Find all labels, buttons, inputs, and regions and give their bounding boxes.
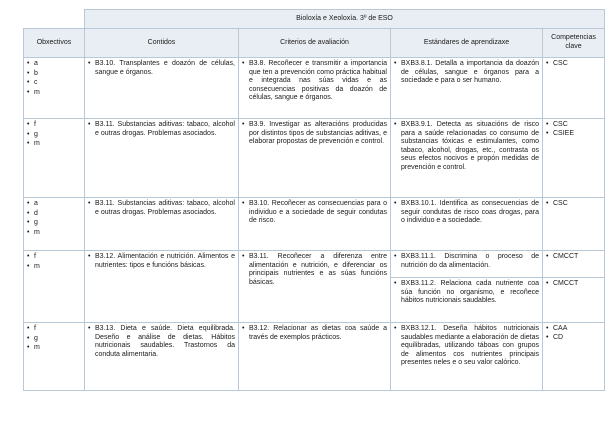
objective-item: • g xyxy=(27,219,81,228)
content-cell xyxy=(85,198,239,251)
competence-cell xyxy=(543,251,605,278)
objectives-cell xyxy=(24,323,85,391)
criterion-text: • B3.10. Recoñecer as consecuencias para o individuo e a sociedade de seguir condutas de risco. xyxy=(242,200,387,226)
competence-item: • CD xyxy=(546,334,601,343)
standard-text: • BXB3.12.1. Deseña hábitos nutricionais saudables mediante a elaboración de dietas equilibradas, utilizando táboas con grupos de alimentos cos nutrientes principais presentes neles e o seu valor calórico. xyxy=(394,325,539,368)
objective-item: • g xyxy=(27,335,81,344)
title-spacer xyxy=(24,10,85,29)
table-title: Bioloxía e Xeoloxía. 3º de ESO xyxy=(85,10,605,29)
table-row xyxy=(24,58,605,119)
competence-cell xyxy=(543,323,605,391)
competence-item: • CSC xyxy=(546,200,601,209)
content-cell xyxy=(85,58,239,119)
standard-cell xyxy=(391,251,543,278)
standard-text: • BXB3.9.1. Detecta as situacións de risco para a saúde relacionadas co consumo de substancias tóxicas e estimulantes, como tabaco, alcohol, drogas, etc., contrasta os seus efectos nocivos e propón medidas de prevención e control. xyxy=(394,121,539,173)
objective-item: • m xyxy=(27,344,81,353)
standard-cell xyxy=(391,119,543,198)
criterion-text: • B3.8. Recoñecer e transmitir a importancia que ten a prevención como práctica habitual e integrada nas súas vidas e as consecuencias positivas da doazón de células, sangue e órganos. xyxy=(242,60,387,103)
objective-item: • m xyxy=(27,263,81,272)
content-text: • B3.13. Dieta e saúde. Dieta equilibrada. Deseño e análise de dietas. Hábitos nutricionais saudables. Trastornos da conduta alimentaria. xyxy=(88,325,235,359)
objectives-cell xyxy=(24,58,85,119)
objectives-cell xyxy=(24,251,85,323)
competence-cell xyxy=(543,58,605,119)
objective-item: • g xyxy=(27,131,81,140)
standard-cell xyxy=(391,58,543,119)
competence-item: • CMCCT xyxy=(546,280,601,289)
objective-item: • a xyxy=(27,60,81,69)
header-contents: Contidos xyxy=(85,29,239,58)
objective-item: • f xyxy=(27,121,81,130)
header-objectives: Obxectivos xyxy=(24,29,85,58)
standard-cell xyxy=(391,198,543,251)
content-cell xyxy=(85,119,239,198)
objective-item: • c xyxy=(27,79,81,88)
table-row xyxy=(24,251,605,278)
criterion-text: • B3.11. Recoñecer a diferenza entre alimentación e nutrición, e diferenciar os principais nutrientes e as súas funcións básicas. xyxy=(242,253,387,287)
objective-item: • d xyxy=(27,210,81,219)
objectives-cell xyxy=(24,198,85,251)
table-row xyxy=(24,119,605,198)
objective-item: • m xyxy=(27,140,81,149)
curriculum-table xyxy=(23,9,605,391)
objective-item: • f xyxy=(27,325,81,334)
objective-item: • m xyxy=(27,89,81,98)
content-cell xyxy=(85,323,239,391)
standard-text: • BXB3.10.1. Identifica as consecuencias de seguir condutas de risco coas drogas, para o individuo e a sociedade. xyxy=(394,200,539,226)
content-cell xyxy=(85,251,239,323)
table-row xyxy=(24,323,605,391)
header-criteria: Criterios de avaliación xyxy=(239,29,391,58)
criterion-cell xyxy=(239,58,391,119)
content-text: • B3.11. Substancias aditivas: tabaco, alcohol e outras drogas. Problemas asociados. xyxy=(88,121,235,138)
competence-item: • CSIEE xyxy=(546,130,601,139)
table-row xyxy=(24,198,605,251)
content-text: • B3.12. Alimentación e nutrición. Alimentos e nutrientes: tipos e funcións básicas. xyxy=(88,253,235,270)
competence-item: • CAA xyxy=(546,325,601,334)
competence-item: • CMCCT xyxy=(546,253,601,262)
competence-cell xyxy=(543,278,605,323)
content-text: • B3.11. Substancias aditivas: tabaco, alcohol e outras drogas. Problemas asociados. xyxy=(88,200,235,217)
standard-cell xyxy=(391,278,543,323)
criterion-text: • B3.12. Relacionar as dietas coa saúde a través de exemplos prácticos. xyxy=(242,325,387,342)
header-competences: Competencias clave xyxy=(543,29,605,58)
criterion-text: • B3.9. Investigar as alteracións producidas por distintos tipos de substancias aditivas, e elaborar propostas de prevención e control. xyxy=(242,121,387,147)
competence-cell xyxy=(543,198,605,251)
objective-item: • m xyxy=(27,229,81,238)
competence-item: • CSC xyxy=(546,121,601,130)
objective-item: • f xyxy=(27,253,81,262)
standard-cell xyxy=(391,323,543,391)
standard-text: • BXB3.11.2. Relaciona cada nutriente coa súa función no organismo, e recoñece hábitos nutricionais saudables. xyxy=(394,280,539,306)
criterion-cell xyxy=(239,198,391,251)
objective-item: • a xyxy=(27,200,81,209)
competence-item: • CSC xyxy=(546,60,601,69)
competence-cell xyxy=(543,119,605,198)
header-standards: Estándares de aprendizaxe xyxy=(391,29,543,58)
standard-text: • BXB3.8.1. Detalla a importancia da doazón de células, sangue e órganos para a sociedade e para o ser humano. xyxy=(394,60,539,86)
objectives-cell xyxy=(24,119,85,198)
criterion-cell xyxy=(239,119,391,198)
criterion-cell xyxy=(239,323,391,391)
objective-item: • b xyxy=(27,70,81,79)
criterion-cell xyxy=(239,251,391,323)
content-text: • B3.10. Transplantes e doazón de células, sangue e órganos. xyxy=(88,60,235,77)
standard-text: • BXB3.11.1. Discrimina o proceso de nutrición do da alimentación. xyxy=(394,253,539,270)
